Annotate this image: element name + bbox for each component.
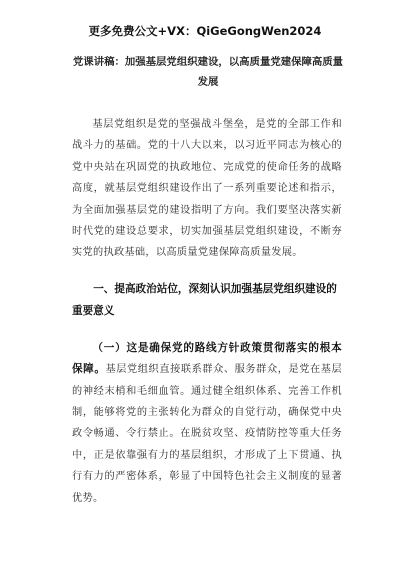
document-title: 党课讲稿：加强基层党组织建设，以高质量党建保障高质量发展 — [72, 56, 344, 88]
document-body — [72, 114, 342, 519]
subsection-paragraph-1 — [72, 338, 342, 509]
subsection-heading-1: （一）这是确保党的路线方针政策贯彻落实的根本保障。 — [72, 341, 342, 376]
watermark-header: 更多免费公文+VX：QiGeGongWen2024 — [88, 24, 322, 38]
intro-paragraph: 基层党组织是党的坚强战斗堡垒，是党的全部工作和战斗力的基础。党的十八大以来，以习近平同志为核心的党中央站在巩固党的执政地位、完成党的使命任务的战略高度，就基层党组织建设作出了一系列重要论述和指示，为全面加强基层党的建设指明了方向。我们要坚决落实新时代党的建设总要求，切实加强基层党组织建设，不断夯实党的执政基础，以高质量党建保障高质量发展。 — [72, 119, 342, 259]
section-heading-1: 一、提高政治站位，深刻认识加强基层党组织建设的重要意义 — [72, 282, 337, 317]
subsection-body-1: 基层党组织直接联系群众、服务群众，是党在基层的神经末梢和毛细血管。通过健全组织体系、完善工作机制，能够将党的主张转化为群众的自觉行动，确保党中央政令畅通、令行禁止。在脱贫攻坚、疫情防控等重大任务中，正是依靠强有力的基层组织，才形成了上下贯通、执行有力的严密体系，彰显了中国特色社会主义制度的显著优势。 — [72, 364, 342, 504]
